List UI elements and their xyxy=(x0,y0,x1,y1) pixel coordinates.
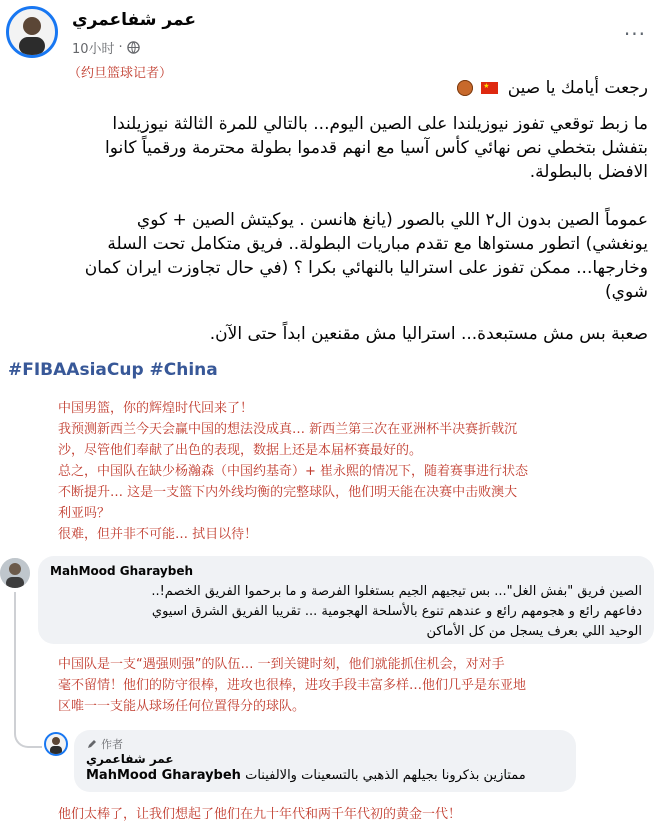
pen-icon xyxy=(86,739,97,750)
globe-icon xyxy=(127,41,140,54)
reply-body: ممتازين بذكرونا بجيلهم الذهبي بالتسعينات والالفينات xyxy=(245,768,526,783)
author-badge xyxy=(86,736,564,752)
author-badge-label: 作者 xyxy=(101,738,123,751)
reply-author-avatar[interactable] xyxy=(44,732,68,756)
person-icon xyxy=(46,734,66,754)
reply-translation: 他们太棒了，让我们想起了他们在九十年代和两千年代初的黄金一代！ xyxy=(58,807,462,822)
translation-line: 中国男篮，你的辉煌时代回来了！ xyxy=(58,401,254,416)
translation-line: 中国队是一支“遇强则强”的队伍… 一到关键时刻，他们就能抓住机会，对对手 xyxy=(58,657,505,672)
comment-line: دفاعهم رائع و هجومهم رائع و عندهم تنوع بالأسلحة الهجومية ... تقريبا الفريق الشرق اسيوي xyxy=(151,604,642,619)
thread-line xyxy=(14,592,16,700)
post-line: يونغشي) اتطور مستواها مع تقدم مباريات البطولة.. فريق متكامل تحت السلة xyxy=(107,234,648,254)
comment-text xyxy=(50,582,642,642)
translation-line: 不断提升… 这是一支篮下内外线均衡的完整球队，他们明天能在决赛中击败澳大 xyxy=(58,485,518,500)
basketball-icon xyxy=(457,80,473,96)
comment-translation xyxy=(58,654,618,717)
more-options-button[interactable]: ··· xyxy=(623,22,646,46)
translation-line: 区唯一一支能从球场任何位置得分的球队。 xyxy=(58,699,306,714)
post-translation xyxy=(58,398,618,545)
comment-author[interactable]: MahMood Gharaybeh xyxy=(50,564,194,578)
post-paragraph-1 xyxy=(8,76,648,100)
flag-china-icon: ★ xyxy=(481,82,498,94)
translation-line: 我预测新西兰今天会赢中国的想法没成真… 新西兰第三次在亚洲杯半决赛折戟沉 xyxy=(58,422,518,437)
author-avatar[interactable] xyxy=(6,6,58,58)
comment-line: الصين فريق "بفش الغل"... بس تيجيهم الجيم بستغلوا الفرصة و ما برحموا الفريق الخصم!.. xyxy=(151,584,642,599)
translation-line: 沙，尽管他们奉献了出色的表现，数据上还是本届杯赛最好的。 xyxy=(58,443,423,458)
post-line: الافضل بالبطولة. xyxy=(529,162,648,182)
translation-line: 利亚吗？ xyxy=(58,506,111,521)
reply-mention[interactable]: MahMood Gharaybeh xyxy=(86,768,241,783)
commenter-avatar[interactable] xyxy=(0,558,30,588)
post-paragraph-3 xyxy=(8,208,648,304)
translation-line: 总之，中国队在缺少杨瀚森（中国约基奇）+ 崔永熙的情况下，随着赛事进行状态 xyxy=(58,464,529,479)
hashtags xyxy=(8,360,218,380)
author-caption: （约旦篮球记者） xyxy=(68,66,173,81)
post-line: رجعت أيامك يا صين xyxy=(507,78,648,98)
comment-bubble xyxy=(38,556,654,644)
post-line: صعبة بس مش مستبعدة... استراليا مش مقنعين ابداً حتى الآن. xyxy=(209,324,648,344)
post-line: وخارجها... ممكن تفوز على استراليا بالنهائي بكرا ؟ (في حال تجاوزت ايران كمان xyxy=(84,258,648,278)
author-name[interactable]: عمر شفاعمري xyxy=(72,10,197,30)
reply-connector xyxy=(14,700,42,748)
hashtag-links[interactable]: #FIBAAsiaCup #China xyxy=(8,360,218,380)
post-paragraph-2 xyxy=(8,112,648,184)
reply-author[interactable]: عمر شفاعمري xyxy=(86,752,174,766)
post-line: بتفشل بتخطي نص نهائي كأس آسيا مع انهم قدموا بطولة محترمة ورقمياً كانوا xyxy=(105,138,648,158)
translation-line: 毫不留情！他们的防守很棒，进攻也很棒，进攻手段丰富多样…他们几乎是东亚地 xyxy=(58,678,527,693)
post-line: شوي) xyxy=(605,282,648,302)
post-meta xyxy=(72,38,140,57)
post-paragraph-4 xyxy=(8,322,648,346)
person-icon xyxy=(9,9,55,55)
comment-line: الوحيد اللي بعرف يسجل من كل الأماكن xyxy=(426,624,642,639)
reply-text xyxy=(86,766,564,786)
reply-bubble xyxy=(74,730,576,792)
separator-dot: · xyxy=(118,40,123,55)
post-time[interactable]: 10小时 xyxy=(72,42,115,57)
post-line: عموماً الصين بدون ال٢ اللي بالصور (يانغ هانسن . يوكيتش الصين + كوي xyxy=(136,210,648,230)
person-icon xyxy=(0,558,30,588)
translation-line: 很难，但并非不可能… 拭目以待！ xyxy=(58,527,258,542)
post-line: ما زبط توقعي تفوز نيوزيلندا على الصين اليوم... بالتالي للمرة الثالثة نيوزيلندا xyxy=(112,114,648,134)
